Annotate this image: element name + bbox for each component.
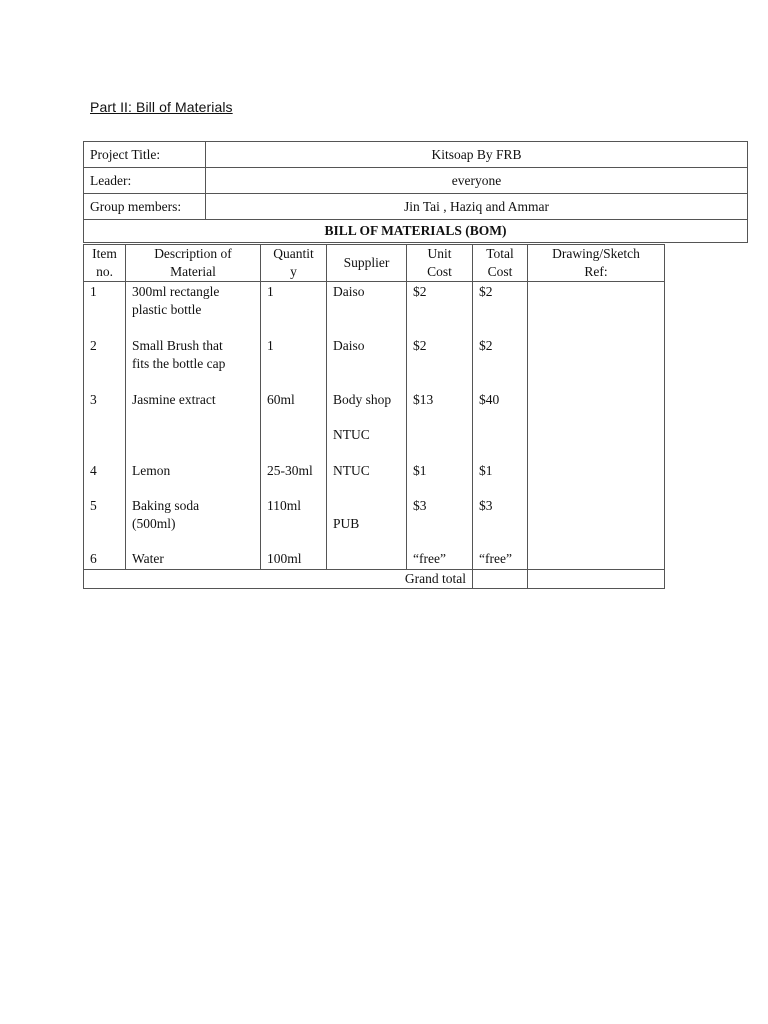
item-qty-6: 100ml xyxy=(267,551,302,566)
bom-heading: BILL OF MATERIALS (BOM) xyxy=(84,220,748,243)
col-total-cost-line1: Total xyxy=(486,246,514,261)
leader-row xyxy=(84,168,748,194)
supplier-cell xyxy=(327,282,407,570)
group-members-row xyxy=(84,194,748,220)
item-total-6: “free” xyxy=(479,551,512,566)
item-no-4: 4 xyxy=(90,463,97,478)
item-total-4: $1 xyxy=(479,463,493,478)
col-supplier: Supplier xyxy=(327,245,407,282)
item-qty-3: 60ml xyxy=(267,392,295,407)
grand-total-label: Grand total xyxy=(84,570,473,589)
grand-total-value xyxy=(473,570,528,589)
col-unit-cost-line2: Cost xyxy=(427,263,452,279)
col-description-line1: Description of xyxy=(154,246,232,261)
item-qty-5: 110ml xyxy=(267,498,302,513)
item-desc-2b: fits the bottle cap xyxy=(132,356,226,371)
section-title: Part II: Bill of Materials xyxy=(90,99,233,115)
item-total-3: $40 xyxy=(479,392,500,407)
item-unit-5: $3 xyxy=(413,498,427,513)
grand-total-drawing xyxy=(528,570,665,589)
item-supplier-5: PUB xyxy=(333,516,360,531)
project-title-row xyxy=(84,142,748,168)
col-unit-cost xyxy=(407,245,473,282)
col-drawing-ref xyxy=(528,245,665,282)
item-total-5: $3 xyxy=(479,498,493,513)
col-unit-cost-line1: Unit xyxy=(427,246,452,261)
item-no-6: 6 xyxy=(90,551,97,566)
description-cell xyxy=(126,282,261,570)
item-desc-2a: Small Brush that xyxy=(132,338,223,353)
item-qty-2: 1 xyxy=(267,338,274,353)
item-desc-5b: (500ml) xyxy=(132,516,176,531)
col-item-no-line2: no. xyxy=(96,263,113,279)
item-unit-3: $13 xyxy=(413,392,434,407)
column-header-row xyxy=(84,245,665,282)
item-total-1: $2 xyxy=(479,284,493,299)
item-desc-5a: Baking soda xyxy=(132,498,200,513)
project-title-label: Project Title: xyxy=(84,142,206,168)
item-unit-4: $1 xyxy=(413,463,427,478)
leader-value: everyone xyxy=(206,168,748,194)
item-supplier-1: Daiso xyxy=(333,284,365,299)
item-unit-1: $2 xyxy=(413,284,427,299)
item-desc-4: Lemon xyxy=(132,463,171,478)
bom-heading-row xyxy=(84,220,748,243)
col-description xyxy=(126,245,261,282)
leader-label: Leader: xyxy=(84,168,206,194)
item-desc-1b: plastic bottle xyxy=(132,302,202,317)
item-no-2: 2 xyxy=(90,338,97,353)
col-quantity-line2: y xyxy=(290,263,297,279)
col-drawing-ref-line1: Drawing/Sketch xyxy=(552,246,640,261)
item-no-cell xyxy=(84,282,126,570)
bom-items-table xyxy=(83,244,665,589)
items-body-row xyxy=(84,282,665,570)
drawing-ref-cell xyxy=(528,282,665,570)
project-title-value: Kitsoap By FRB xyxy=(206,142,748,168)
item-unit-2: $2 xyxy=(413,338,427,353)
item-supplier-2: Daiso xyxy=(333,338,365,353)
col-item-no-line1: Item xyxy=(92,246,117,261)
col-total-cost xyxy=(473,245,528,282)
quantity-cell xyxy=(261,282,327,570)
item-supplier-3a: Body shop xyxy=(333,392,392,407)
unit-cost-cell xyxy=(407,282,473,570)
item-desc-6: Water xyxy=(132,551,164,566)
grand-total-row xyxy=(84,570,665,589)
total-cost-cell xyxy=(473,282,528,570)
col-drawing-ref-line2: Ref: xyxy=(584,263,608,279)
item-no-1: 1 xyxy=(90,284,97,299)
group-members-value: Jin Tai , Haziq and Ammar xyxy=(206,194,748,220)
item-no-5: 5 xyxy=(90,498,97,513)
item-qty-4: 25-30ml xyxy=(267,463,313,478)
col-total-cost-line2: Cost xyxy=(487,263,513,279)
col-description-line2: Material xyxy=(170,263,216,279)
col-quantity-line1: Quantit xyxy=(273,246,314,261)
bom-table xyxy=(83,141,748,243)
col-item-no xyxy=(84,245,126,282)
group-members-label: Group members: xyxy=(84,194,206,220)
item-desc-1a: 300ml rectangle xyxy=(132,284,220,299)
item-unit-6: “free” xyxy=(413,551,446,566)
item-no-3: 3 xyxy=(90,392,97,407)
item-supplier-3b: NTUC xyxy=(333,427,370,442)
col-quantity xyxy=(261,245,327,282)
item-supplier-4: NTUC xyxy=(333,463,370,478)
item-total-2: $2 xyxy=(479,338,493,353)
item-desc-3: Jasmine extract xyxy=(132,392,216,407)
item-qty-1: 1 xyxy=(267,284,274,299)
